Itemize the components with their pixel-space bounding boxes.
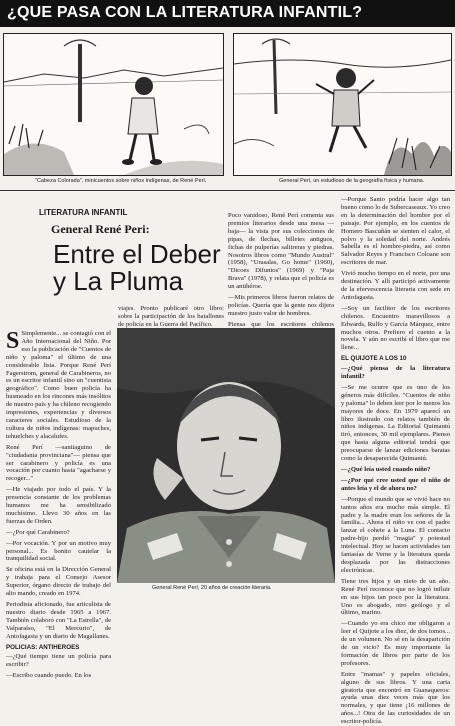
paragraph: Periodista aficionado, fue articulista de nuestro diario desde 1965 a 1967. También colaboró con "La Estrella", de Valparaíso, "El Mercurio", de Antofagasta y un diario de Magallanes. [6,601,111,640]
paragraph: —Mis primeros libros fueron relatos de policías. Quería que la gente nos dijera nuestro justo valor de hombres. [228,294,334,317]
paragraph: Tiene tres hijos y un nieto de un año. René Perí reconoce que no logró influir en sus hijos tan poco por la literatura. Uno es abogado, otro geólogo y el último, marino. [341,577,450,617]
paragraph: Piensa que los escritores chilenos [228,320,334,328]
photo-caption: General René Perí, 20 años de creación literaria. [152,585,272,591]
article-column-3 [228,212,334,328]
paragraph: —¿Qué tiempo tiene un policía para escribir? [6,653,111,669]
paragraph: —¿Por qué cree usted que el niño de antes leía y el de ahora no? [341,476,450,492]
paragraph: Poco vanidoso, René Perí comenta sus premios literarios desde una mesa —baja— la vista por sus colecciones de pipas, de flechas, billetes antiguos, fichas de pulperías salitreras y piedras. Nosotros libros como "Mundo Austral" (1958), "Urasalas, Go home" (1960), "Dicoes Difuntos" (1969) y "Paja Brava" (1978), y relata que el policía es un antihéroe. [228,212,334,291]
paragraph: René Perí —santiaguino de "ciudadania provinciana"— piensa que ser carabinero y policía es una vocación por cuanto hasta "agacharse y recoger..." [6,443,111,483]
paragraph: Entre "mamas" y papeles oficiales, alguno de sus libros. Y una carta giratoria que encontró en Guanaqueros: ayuda unas diez veces más que los normales, y que tiene ¡16 millones de años...! Otra de las curiosidades de un escritor-policía. [341,670,450,726]
illustration-boy-running [233,33,452,176]
paragraph: —¿Qué leía usted cuando niño? [341,466,431,473]
paragraph: —Escribo cuando puedo. En los [6,672,92,680]
section-banner [0,0,455,27]
paragraph: —Porque el mundo que se vivió hace no tantos años era mucho más simple. El padre y la madre eran los señores de la familia... Ahora el niño ve con el padre lanzar el cohete a la Luna. El contacto padre-hijo perdió "magia" y potestad intelectual. Hoy se hacen actividades tan fantasías de Verne y la literatura queda desplazada por las distracciones electrónicas. [341,495,450,574]
dropcap: S [6,328,20,354]
paragraph: S Simplemente... se contagió con el Año Internacional del Niño. Por eso la publicación de "Cuentos de niño y paloma" el último de una considerable lista. Porque René Perí Fagerstrom, general de Carabineros, no es un escritor infantil sino un "cuentista geográfico". Como buen policía ha husmeado en los rincones más insólitos de nuestro país y ha chileno recogiendo impresiones, experiencias y diversos caracteres sociales. Estudioso de la cultura de niños indígenas: mapuches, tehuelches y alacalufes. [6,328,111,440]
banner-title: ¿QUE PASA CON LA LITERATURA INFANTIL? [7,4,363,21]
paragraph: viajes. Pronto publicaré otro libro: sobre la participación de los batallones de policía en la Guerra del Pacífico. [118,305,224,328]
article-column-4 [341,196,450,726]
illustration-caption-left: "Cabeza Colorada", minicuentos sobre niños indígenas, de René Perí. [35,178,207,184]
paragraph: —Soy un facilitor de los escritores chilenos. Encuentro maravillosos a Edwards, Rulfo y García Márquez, entre muchos otros. Prefiero el cuento a la novela. Y aún no escribí el libro que me llene... [341,304,450,352]
column-subhead: POLICIAS: ANTIHEROES [6,643,80,651]
paragraph: —He viajado por todo el país. Y la presencia constante de los problemas humanos me ha sensibilizado muchísimo. Llevo 30 años en las fuerzas de Orden. [6,486,111,525]
illustration-drawing [4,34,223,175]
divider [0,190,455,191]
illustration-children-walking [3,33,224,176]
paragraph: —Por vocación. Y por un motivo muy personal... Es bonito cautelar la tranquilidad social. [6,539,111,563]
column-subhead: EL QUIJOTE A LOS 10 [341,355,407,363]
paragraph: —¿Por qué Carabinero? [6,528,70,536]
paragraph: —Se me ocurre que es uno de los géneros más difíciles. "Cuentos de niño y paloma" lo deben leer por lo menos los mayores de doce. En 1979 aparecí un libro ilustrado con relatos también de niños indígenas. La Editorial Quimantú tiró, entonces, 30 mil ejemplares. Pienso que hasta alguna editorial tendrá que preocuparse de lanzar ediciones baratas como la desaparecida Quimantú. [341,383,450,463]
portrait-photo [117,328,335,583]
paragraph: Se oficina está en la Dirección General y trabaja para el Consejo Asesor Superior, órgano directo de trabajo del alto mando, creado en 1974. [6,566,111,598]
paragraph: Vivió mucho tiempo en el norte, por una destinación. Y allí participó activamente de la efervescencia literaria con sede en Antofagasta. [341,270,450,301]
paragraph: —Porque Santo podría hacer algo tan bueno como lo de Subercaseaux. Yo creo en la determinación del hombre por el paisaje. Por ejemplo, en los cuentos de Homero Bascuñán se sienten el calor, el polvo y la soledad del norte. Andrés Sabella es el hombre-piedra, así como Salvador Reyes y Francisco Coloane son escritores de mar. [341,196,450,267]
illustration-caption-right: General Perí, un estudioso de la geografía física y humana. [279,178,425,184]
portrait-general [117,328,335,583]
illustration-drawing [234,34,451,175]
paragraph: —Cuando yo era chico me obligaron a leer el Quijote a los diez, de dos tomos... de un volumen. No sé en la desaparición de un vicio? Es muy importante la formación de libros por parte de los profesores. [341,620,450,667]
article-column-2 [118,305,224,327]
article-headline: Entre el Deber y La Pluma [53,239,221,296]
article-column-1 [6,328,111,680]
article-kicker: LITERATURA INFANTIL [39,208,128,217]
paragraph: —¿Qué piensa de la literatura infantil? [341,365,450,381]
article-byline: General René Peri: [51,222,150,236]
